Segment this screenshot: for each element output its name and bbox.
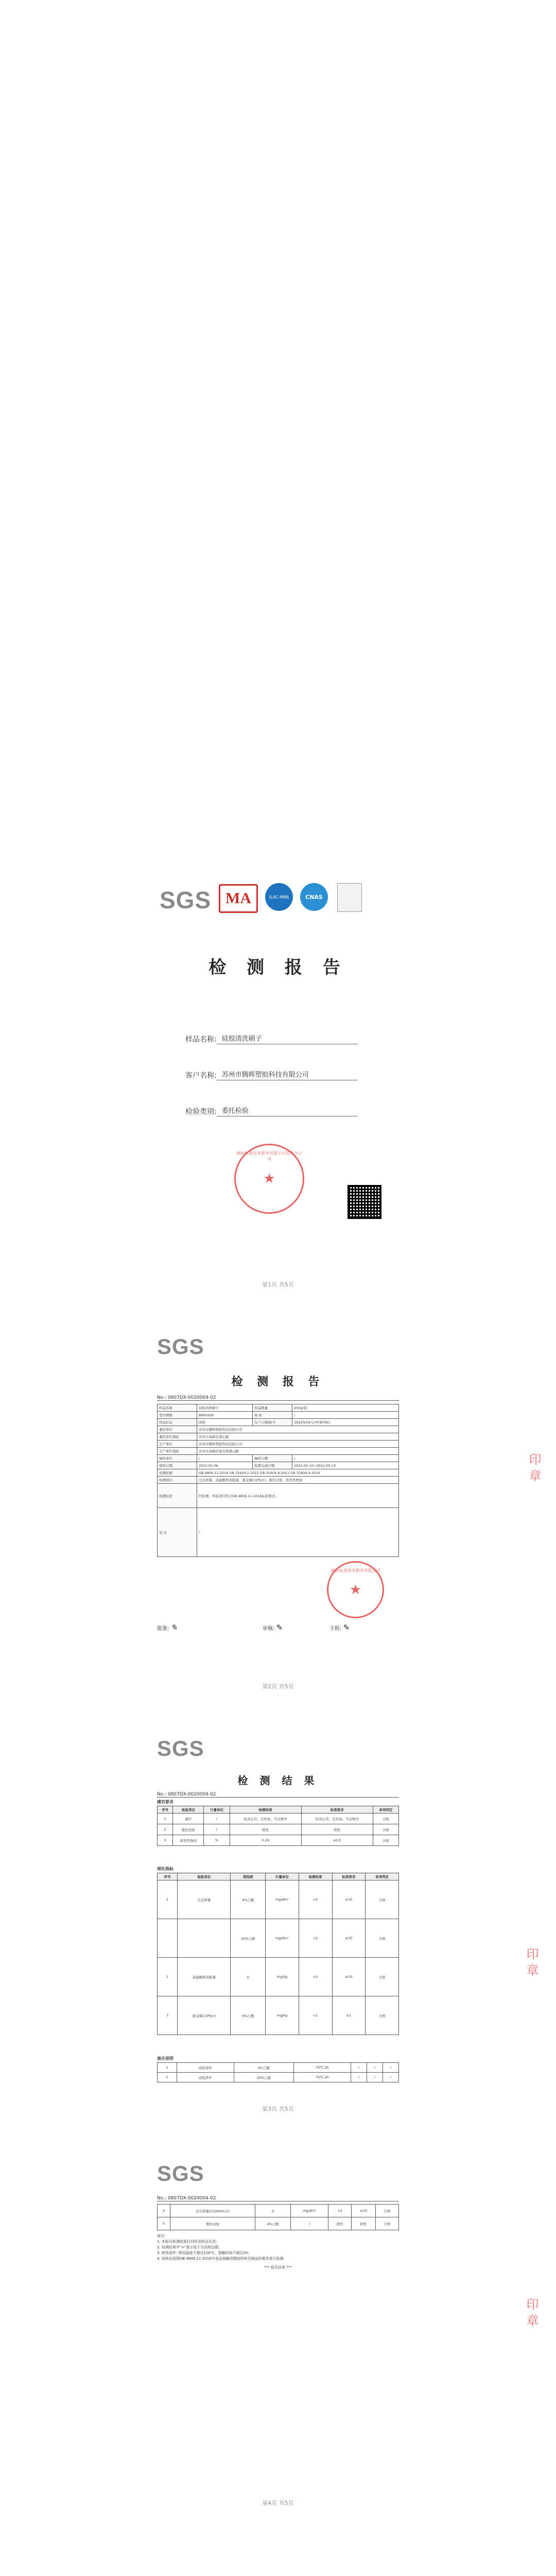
table-cell: 5	[158, 2217, 170, 2230]
table-cell: 4	[158, 2205, 170, 2217]
sensory-table	[157, 1806, 399, 1846]
sgs-logo: SGS	[157, 1736, 204, 1760]
table-cell: /	[204, 1814, 230, 1824]
table-row	[158, 1433, 399, 1440]
table-row	[158, 1440, 399, 1448]
table-cell: 20%乙醇	[234, 2073, 293, 2082]
table-cell: 2	[158, 2073, 177, 2082]
physicochemical-table	[157, 1873, 399, 2035]
table-cell: 4%乙酸	[255, 2217, 290, 2230]
report-number: No.: 0807DX-0020004-02	[157, 2196, 399, 2201]
table-cell: ≤1	[332, 1996, 366, 2035]
row-label: 样品数量	[253, 1404, 292, 1412]
table-row	[158, 1477, 399, 1484]
field-value: 委托检验	[217, 1105, 358, 1116]
row-label: 检测依据	[158, 1469, 197, 1477]
table-cell: /	[351, 2063, 367, 2073]
page-footer: 第1页 共5页	[262, 1281, 294, 1288]
table-cell: 阴性	[352, 2217, 376, 2230]
reviewer-signature: ✎	[276, 1623, 283, 1632]
table-cell: 阴性	[230, 1824, 301, 1835]
table-cell: 0.24	[230, 1835, 301, 1846]
qr-code	[348, 1185, 381, 1219]
row-value: 450g/袋	[292, 1404, 399, 1412]
row-label: 生产单位地址	[158, 1448, 197, 1455]
table-cell: 合格	[373, 1835, 398, 1846]
table-cell: ≤10	[332, 1880, 366, 1919]
approver-sign	[157, 1623, 177, 1632]
page-footer: 第4页 共5页	[262, 2500, 294, 2506]
column-header: 浸泡液	[231, 1873, 266, 1880]
row-label: 检测结论	[158, 1484, 197, 1508]
note-line: 1. 本报告检测结果仅对所送样品负责;	[157, 2240, 217, 2244]
note-line: 3. 使用条件: 使用温度不超过100℃，接触时间不超过2h;	[157, 2251, 249, 2255]
row-label: 委托单位	[158, 1426, 197, 1433]
column-header: 序号	[158, 1806, 173, 1814]
table-cell: 总迁移量	[178, 1880, 231, 1919]
row-value: 2022-05-10~2022-05-13	[292, 1462, 399, 1469]
table-cell	[178, 1919, 231, 1958]
table-row	[158, 1880, 399, 1919]
table-cell: 3	[158, 1996, 178, 2035]
perforation-seal: 印 章	[524, 1947, 538, 1976]
table-cell	[158, 1919, 178, 1958]
table-cell: 阴性	[328, 2217, 352, 2230]
row-value: 苏州市高新区通安镇嵩山路	[197, 1448, 399, 1455]
field-sample-name	[185, 1033, 358, 1044]
note-line: 4. 该样品按照GB 4806.11-2016中食品接触用橡胶材料及制品的要求进行检测。	[157, 2257, 287, 2261]
table-cell: 浸泡条件	[177, 2073, 234, 2082]
column-header: 计量单位	[204, 1806, 230, 1814]
table-cell: 色泽正常，无异臭、不洁物等	[230, 1814, 301, 1824]
tester-label: 主检:	[329, 1626, 342, 1632]
table-cell: 70℃,2h	[293, 2063, 351, 2073]
table-cell: 重金属(以Pb计)	[178, 1996, 231, 2035]
table-cell: 水	[255, 2205, 290, 2217]
table-cell: 总迁移量(以100mL计)	[170, 2205, 255, 2217]
row-value: 固体	[197, 1419, 253, 1426]
column-header: 单项判定	[366, 1873, 399, 1880]
table-cell: /	[204, 1824, 230, 1835]
cma-logo: MA	[219, 884, 258, 913]
table-cell: 1	[158, 2063, 177, 2073]
note-line: 2. 检测结果中"<"表示低于方法检出限;	[157, 2245, 220, 2249]
field-value: 苏州市腾晖塑胶科技有限公司	[217, 1069, 358, 1080]
row-label: 样品状态	[158, 1419, 197, 1426]
table-cell: 2	[158, 1958, 178, 1996]
table-row	[158, 1455, 399, 1462]
table-cell: 4%乙酸	[231, 1996, 266, 2035]
ilac-logo: ILAC-MRA	[265, 883, 293, 911]
table-cell: 脱色试验	[173, 1824, 204, 1835]
table-cell: %	[204, 1835, 230, 1846]
table-cell: 1	[158, 1880, 178, 1919]
table-cell: mg/dm²	[266, 1919, 299, 1958]
approver-label: 批准:	[157, 1626, 169, 1632]
row-value: /	[292, 1455, 399, 1462]
column-header: 单项判定	[373, 1806, 398, 1814]
row-value: 苏州市腾晖塑胶科技有限公司	[197, 1440, 399, 1448]
table-cell: mg/kg	[266, 1996, 299, 2035]
table-cell: 色泽正常，无异臭、不洁物等	[301, 1814, 373, 1824]
accreditation-mark	[337, 883, 362, 912]
table-row	[158, 1919, 399, 1958]
table-cell: 合格	[366, 1958, 399, 1996]
table-cell: 20%乙醇	[231, 1919, 266, 1958]
report-number: No.: 0807DX-0020004-02	[157, 1792, 399, 1798]
row-value: 苏州市腾晖塑胶科技有限公司	[197, 1426, 399, 1433]
table-cell: 70℃,2h	[293, 2073, 351, 2082]
tester-signature: ✎	[343, 1623, 350, 1632]
results-title: 检 测 结 果	[237, 1774, 319, 1787]
table-cell: 3	[158, 1835, 173, 1846]
star-icon: ★	[263, 1171, 275, 1187]
table-row	[158, 1469, 399, 1477]
sgs-logo: SGS	[157, 1334, 204, 1359]
table-cell: ≤0.5	[301, 1835, 373, 1846]
column-header: 检测结果	[299, 1873, 332, 1880]
table-cell: /	[367, 2073, 383, 2082]
table-cell: 合格	[375, 2205, 398, 2217]
table-row	[158, 2063, 399, 2073]
table-cell: mg/dm²	[266, 1880, 299, 1919]
table-cell: <2	[299, 1958, 332, 1996]
row-value: /	[292, 1412, 399, 1419]
table-cell: ≤10	[332, 1919, 366, 1958]
table-cell: /	[383, 2073, 398, 2082]
perforation-seal: 印 章	[524, 2298, 538, 2327]
field-test-category	[185, 1105, 358, 1116]
table-row	[158, 1412, 399, 1419]
table-cell: 合格	[373, 1824, 398, 1835]
table-row	[158, 1462, 399, 1469]
table-cell: 4%乙酸	[231, 1880, 266, 1919]
official-stamp	[327, 1561, 384, 1618]
row-value: 总迁移量、高锰酸钾消耗量、重金属(以Pb计)、脱色试验、挥发性物质	[197, 1477, 399, 1484]
table-row	[158, 1958, 399, 1996]
table-row	[158, 2205, 399, 2217]
table-row	[158, 1814, 399, 1824]
field-label: 样品名称:	[185, 1036, 217, 1044]
column-header: 标准要求	[301, 1806, 373, 1814]
row-label: 收样日期	[158, 1462, 197, 1469]
column-header: 检测结果	[230, 1806, 301, 1814]
field-client-name	[185, 1069, 358, 1080]
tester-sign	[329, 1623, 350, 1632]
cnas-logo: CNAS	[300, 883, 328, 911]
table-cell: 阴性	[301, 1824, 373, 1835]
field-label: 客户名称:	[185, 1072, 217, 1080]
stamp-text: 通标标准技术服务有限公司苏州分公司	[236, 1151, 302, 1161]
table-cell: mg/kg	[266, 1958, 299, 1996]
perforation-seal: 印 章	[527, 1453, 541, 1482]
table-row	[158, 1419, 399, 1426]
star-icon: ★	[349, 1582, 362, 1598]
table-cell: 合格	[375, 2217, 398, 2230]
table-row	[158, 1448, 399, 1455]
table-cell: /	[383, 2063, 398, 2073]
sample-info-table	[157, 1404, 399, 1557]
table-cell: ≤10	[332, 1958, 366, 1996]
table-cell: 合格	[366, 1919, 399, 1958]
sgs-logo: SGS	[157, 2161, 204, 2185]
row-value: /	[197, 1455, 253, 1462]
page-footer: 第2页 共5页	[262, 1683, 294, 1690]
results-continued-table	[157, 2204, 399, 2230]
field-label: 检验类别:	[185, 1108, 217, 1116]
row-value: 硅胶清洗刷子	[197, 1404, 253, 1412]
row-label: 检测完成日期	[253, 1462, 292, 1469]
table-cell: 感官	[173, 1814, 204, 1824]
table-cell: mg/dm²	[290, 2205, 328, 2217]
reviewer-label: 审核:	[263, 1626, 275, 1632]
table-cell: 1	[158, 1814, 173, 1824]
table-cell: 合格	[373, 1814, 398, 1824]
report-title: 检 测 报 告	[231, 1375, 325, 1388]
field-value: 硅胶清洗刷子	[217, 1033, 358, 1044]
table-cell: 挥发性物质	[173, 1835, 204, 1846]
reviewer-sign	[263, 1623, 283, 1632]
row-label: 样品名称	[158, 1404, 197, 1412]
row-label: 商 标	[253, 1412, 292, 1419]
table-row	[158, 1824, 399, 1835]
table-cell: <2	[328, 2205, 352, 2217]
row-label: 检测项目	[158, 1477, 197, 1484]
table-cell: 合格	[366, 1996, 399, 2035]
table-row	[158, 1404, 399, 1412]
table-cell: 水	[231, 1958, 266, 1996]
table-cell: /	[367, 2063, 383, 2073]
section-heading: 理化指标	[157, 1867, 173, 1871]
row-label: 备 注	[158, 1508, 197, 1557]
section-heading: 备注说明	[157, 2056, 173, 2061]
table-cell: <2	[299, 1919, 332, 1958]
row-label: 委托单位地址	[158, 1433, 197, 1440]
row-value: /	[197, 1508, 399, 1557]
stamp-text: 通标标准技术服务有限公司	[331, 1568, 380, 1573]
row-label: 抽样单位	[158, 1455, 197, 1462]
notes-block	[157, 2233, 399, 2270]
table-cell: 2	[158, 1824, 173, 1835]
report-title: 检 测 报 告	[208, 957, 348, 978]
table-cell: 高锰酸钾消耗量	[178, 1958, 231, 1996]
table-cell: 4%乙酸	[234, 2063, 293, 2073]
table-row	[158, 2217, 399, 2230]
column-header: 标准要求	[332, 1873, 366, 1880]
table-cell: ≤10	[352, 2205, 376, 2217]
row-label: 型号规格	[158, 1412, 197, 1419]
row-label: 抽样日期	[253, 1455, 292, 1462]
table-row	[158, 1996, 399, 2035]
notes-table	[157, 2062, 399, 2082]
row-value: BPA1008	[197, 1412, 253, 1419]
note-line: 备注:	[157, 2234, 166, 2238]
table-cell: <1	[299, 1996, 332, 2035]
column-header: 计量单位	[266, 1873, 299, 1880]
approver-signature: ✎	[170, 1623, 178, 1632]
row-label: 生产日期/批号	[253, 1419, 292, 1426]
sgs-logo: SGS	[160, 887, 212, 913]
section-heading: 感官要求	[157, 1800, 173, 1804]
row-value: 2022年04月/YP-BT001	[292, 1419, 399, 1426]
official-stamp	[234, 1144, 304, 1214]
column-header: 检验项目	[173, 1806, 204, 1814]
column-header: 序号	[158, 1873, 178, 1880]
table-cell: 脱色试验	[170, 2217, 255, 2230]
table-row	[158, 1426, 399, 1433]
row-value: 2022-05-06	[197, 1462, 253, 1469]
table-cell: /	[351, 2073, 367, 2082]
table-row	[158, 1508, 399, 1557]
table-cell: 浸泡条件	[177, 2063, 234, 2073]
row-value: 苏州市高新区嵩山路	[197, 1433, 399, 1440]
row-value: 经检测，所检项目符合GB 4806.11-2016标准要求。	[197, 1484, 399, 1508]
note-line: *** 报告结束 ***	[264, 2265, 292, 2269]
page-footer: 第3页 共5页	[262, 2106, 294, 2112]
column-header: 检验项目	[178, 1873, 231, 1880]
report-number: No.: 0807DX-0020004-02	[157, 1395, 399, 1401]
row-value: GB 4806.11-2016 GB 31604.1-2015 GB 31604.8-2021 GB 31604.9-2016	[197, 1469, 399, 1477]
table-cell: <2	[299, 1880, 332, 1919]
table-row	[158, 2073, 399, 2082]
table-row	[158, 1484, 399, 1508]
table-cell: /	[290, 2217, 328, 2230]
table-row	[158, 1835, 399, 1846]
row-label: 生产单位	[158, 1440, 197, 1448]
table-cell: 合格	[366, 1880, 399, 1919]
